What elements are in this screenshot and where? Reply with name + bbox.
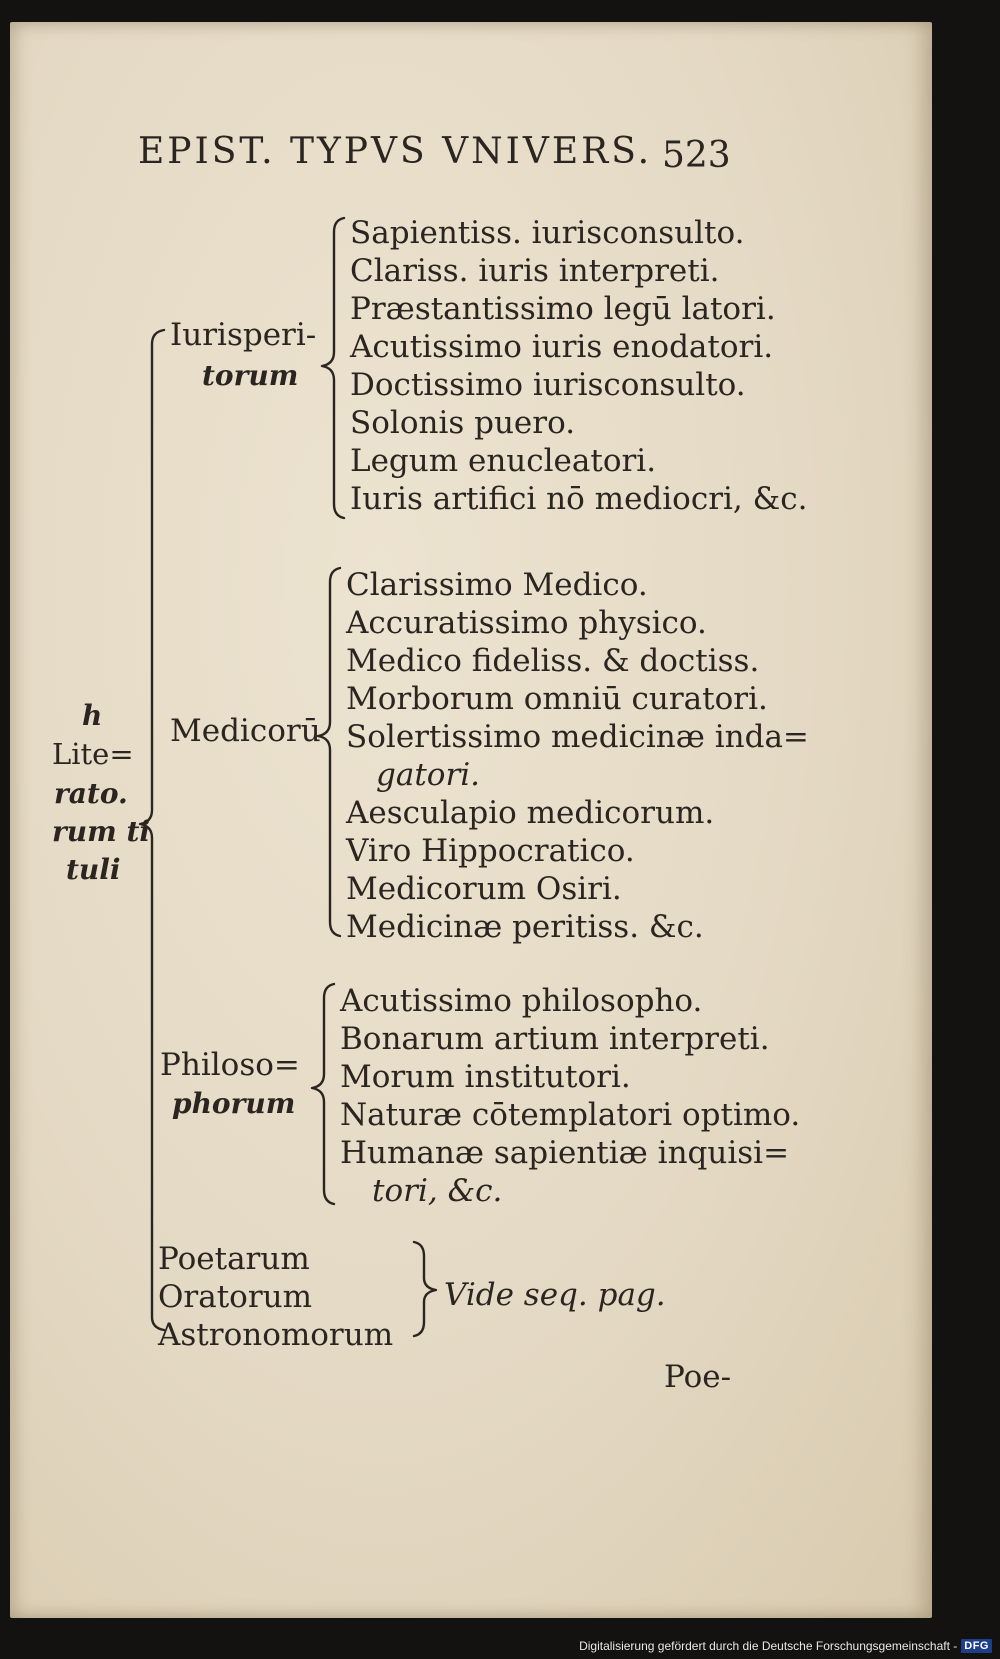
medicorum-item-6: Aesculapio medicorum. [346, 795, 715, 831]
philosophorum-label-line-1: Philoso= [160, 1047, 300, 1083]
medicorum-item-2: Accuratissimo physico. [346, 605, 707, 641]
root-label-line-2: rato. [54, 777, 128, 810]
book-page [10, 22, 932, 1618]
iurisperitorum-label-line-1: Iurisperi- [170, 317, 317, 353]
others-item-astronomorum: Astronomorum [158, 1317, 394, 1353]
philosophorum-label-line-2: phorum [172, 1087, 296, 1120]
medicorum-label: Medicorū [170, 713, 321, 749]
medicorum-brace [306, 562, 346, 952]
medicorum-item-7: Viro Hippocratico. [346, 833, 635, 869]
medicorum-item-9: Medicinæ peritiss. &c. [346, 909, 704, 945]
others-item-poetarum: Poetarum [158, 1241, 310, 1277]
philosophorum-item-4: Naturæ cōtemplatori optimo. [340, 1097, 801, 1133]
iurisperitorum-label-line-2: torum [202, 359, 299, 392]
medicorum-item-4: Morborum omniū curatori. [346, 681, 768, 717]
medicorum-item-8: Medicorum Osiri. [346, 871, 622, 907]
iurisperitorum-item-4: Acutissimo iuris enodatori. [350, 329, 774, 365]
medicorum-item-5: Solertissimo medicinæ inda= [346, 719, 809, 755]
dfg-logo-icon: DFG [961, 1639, 992, 1653]
iurisperitorum-item-3: Præstantissimo legū latori. [350, 291, 776, 327]
running-title: EPIST. TYPVS VNIVERS. [138, 131, 653, 172]
iurisperitorum-item-5: Doctissimo iurisconsulto. [350, 367, 746, 403]
footer-text: Digitalisierung gefördert durch die Deutsche Forschungsgemeinschaft - [579, 1639, 958, 1653]
iurisperitorum-item-6: Solonis puero. [350, 405, 576, 441]
root-label-line-3: rum ti [52, 815, 151, 848]
iurisperitorum-brace [310, 212, 350, 532]
philosophorum-item-3: Morum institutori. [340, 1059, 631, 1095]
medicorum-item-1: Clarissimo Medico. [346, 567, 648, 603]
others-item-oratorum: Oratorum [158, 1279, 313, 1315]
others-brace [408, 1236, 448, 1346]
others-reference: Vide seq. pag. [444, 1277, 666, 1313]
philosophorum-item-5-cont: tori, &c. [372, 1173, 503, 1209]
philosophorum-item-2: Bonarum artium interpreti. [340, 1021, 770, 1057]
iurisperitorum-item-7: Legum enucleatori. [350, 443, 657, 479]
philosophorum-item-1: Acutissimo philosopho. [340, 983, 703, 1019]
catchword: Poe- [664, 1359, 732, 1395]
philosophorum-item-5: Humanæ sapientiæ inquisi= [340, 1135, 790, 1171]
root-brace [130, 322, 170, 1342]
root-label-line-1: Lite= [52, 737, 134, 771]
iurisperitorum-item-1: Sapientiss. iurisconsulto. [350, 215, 745, 251]
philosophorum-brace [300, 978, 340, 1228]
digitization-footer [579, 1639, 992, 1653]
iurisperitorum-item-2: Clariss. iuris interpreti. [350, 253, 720, 289]
medicorum-item-3: Medico fideliss. & doctiss. [346, 643, 760, 679]
root-label-line-4: tuli [66, 853, 121, 886]
medicorum-item-5-cont: gatori. [376, 757, 481, 793]
root-marker: h [82, 699, 103, 732]
iurisperitorum-item-8: Iuris artifici nō mediocri, &c. [350, 481, 808, 517]
page-number: 523 [662, 135, 731, 176]
